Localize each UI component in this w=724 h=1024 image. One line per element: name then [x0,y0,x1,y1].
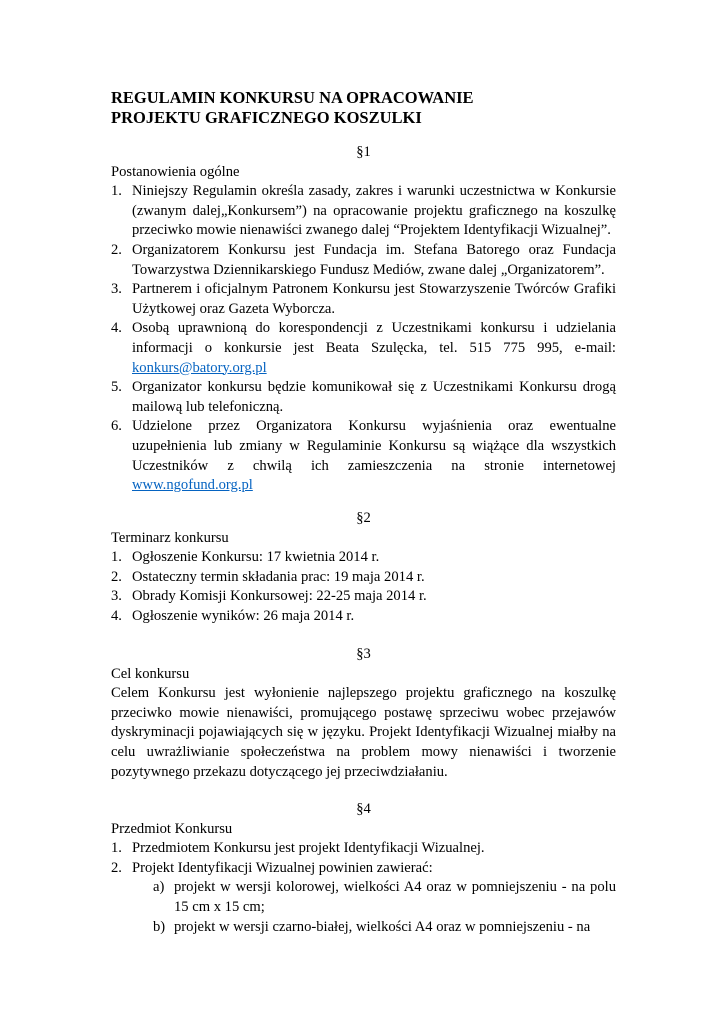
section-heading: Cel konkursu [111,665,190,682]
numbered-list [111,182,616,496]
list-item [111,548,616,568]
list-marker: 3. [111,281,122,298]
list-item [111,839,616,859]
list-item-text: Osobą uprawnioną do korespondencji z Uczestnikami konkursu i udzielania informacji o konkursie jest Beata Szulęcka, tel. 515 775 995, e-mail: [132,320,616,356]
list-item [111,378,616,417]
list-item [111,241,616,280]
list-marker: 4. [111,320,122,337]
section-4 [111,800,616,937]
sub-list-marker: a) [153,879,165,896]
list-item [111,607,616,627]
section-3 [111,645,616,782]
list-item [111,859,616,879]
list-item-text: Organizator konkursu będzie komunikował się z Uczestnikami Konkursu drogą mailową lub telefoniczną. [132,379,616,415]
list-item-text: Obrady Komisji Konkursowej: 22-25 maja 2014 r. [132,588,427,605]
section-mark: §1 [356,144,371,160]
section-2 [111,509,616,627]
sub-list-item [111,918,616,938]
list-item-text: Niniejszy Regulamin określa zasady, zakres i warunki uczestnictwa w Konkursie (zwanym dalej„Konkursem”) na opracowanie projektu graficznego na koszulkę przeciwko mowie nienawiści zwanego dalej “Projektem Identyfikacji Wizualnej”. [132,183,616,239]
list-item-text: Przedmiotem Konkursu jest projekt Identyfikacji Wizualnej. [132,840,485,857]
list-item [111,319,616,378]
list-marker: 6. [111,418,122,435]
list-marker: 5. [111,379,122,396]
list-item-text: Projekt Identyfikacji Wizualnej powinien zawierać: [132,859,433,876]
list-item [111,182,616,241]
list-marker: 3. [111,588,122,605]
list-marker: 4. [111,607,122,624]
list-marker: 1. [111,183,122,200]
list-marker: 2. [111,241,122,258]
email-link[interactable]: konkurs@batory.org.pl [132,359,267,376]
title-line-2: PROJEKTU GRAFICZNEGO KOSZULKI [111,108,422,127]
sub-list-item [111,878,616,917]
title-line-1: REGULAMIN KONKURSU NA OPRACOWANIE [111,88,474,107]
list-marker: 1. [111,840,122,857]
numbered-list [111,839,616,878]
list-item-text: Partnerem i oficjalnym Patronem Konkursu jest Stowarzyszenie Twórców Grafiki Użytkowej oraz Gazeta Wyborcza. [132,281,616,317]
section-heading: Postanowienia ogólne [111,163,240,180]
section-heading: Przedmiot Konkursu [111,820,233,837]
list-item [111,280,616,319]
list-marker: 2. [111,859,122,876]
list-item-text: Ogłoszenie wyników: 26 maja 2014 r. [132,607,355,624]
section-1 [111,143,616,496]
section-mark: §2 [356,510,371,526]
list-item-text: Ostateczny termin składania prac: 19 maja 2014 r. [132,568,425,585]
section-paragraph: Celem Konkursu jest wyłonienie najlepszego projektu graficznego na koszulkę przeciwko mowie nienawiści, promującego postawę sprzeciwu wobec przejawów dyskryminacji pojawiających się w języku. Projekt Identyfikacji Wizualnej miałby na celu uwrażliwianie społeczeństwa na problem mowy nienawiści i tworzenie pozytywnego przekazu dotyczącego jej przeciwdziałaniu. [111,685,616,780]
sub-list-item-text: projekt w wersji czarno-białej, wielkości A4 oraz w pomniejszeniu - na [174,918,591,935]
list-item [111,587,616,607]
list-marker: 2. [111,568,122,585]
list-item [111,417,616,495]
list-item-text: Organizatorem Konkursu jest Fundacja im. Stefana Batorego oraz Fundacja Towarzystwa Dziennikarskiego Fundusz Mediów, zwane dalej „Organizatorem”. [132,241,616,278]
numbered-list [111,548,616,626]
sub-list-item-text: projekt w wersji kolorowej, wielkości A4 oraz w pomniejszeniu - na polu 15 cm x 15 cm; [174,879,616,915]
section-mark: §4 [356,801,371,817]
list-item-text: Ogłoszenie Konkursu: 17 kwietnia 2014 r. [132,549,380,566]
list-marker: 1. [111,549,122,566]
document-title [111,88,616,128]
lettered-sublist [111,878,616,937]
section-mark: §3 [356,646,371,662]
sub-list-marker: b) [153,918,166,935]
section-heading: Terminarz konkursu [111,529,229,546]
website-link[interactable]: www.ngofund.org.pl [132,477,253,494]
list-item-text: Udzielone przez Organizatora Konkursu wyjaśnienia oraz ewentualne uzupełnienia lub zmiany w Regulaminie Konkursu są wiążące dla wszystkich Uczestników z chwilą ich zamieszczenia na stronie internetowej [132,418,616,474]
list-item [111,568,616,588]
